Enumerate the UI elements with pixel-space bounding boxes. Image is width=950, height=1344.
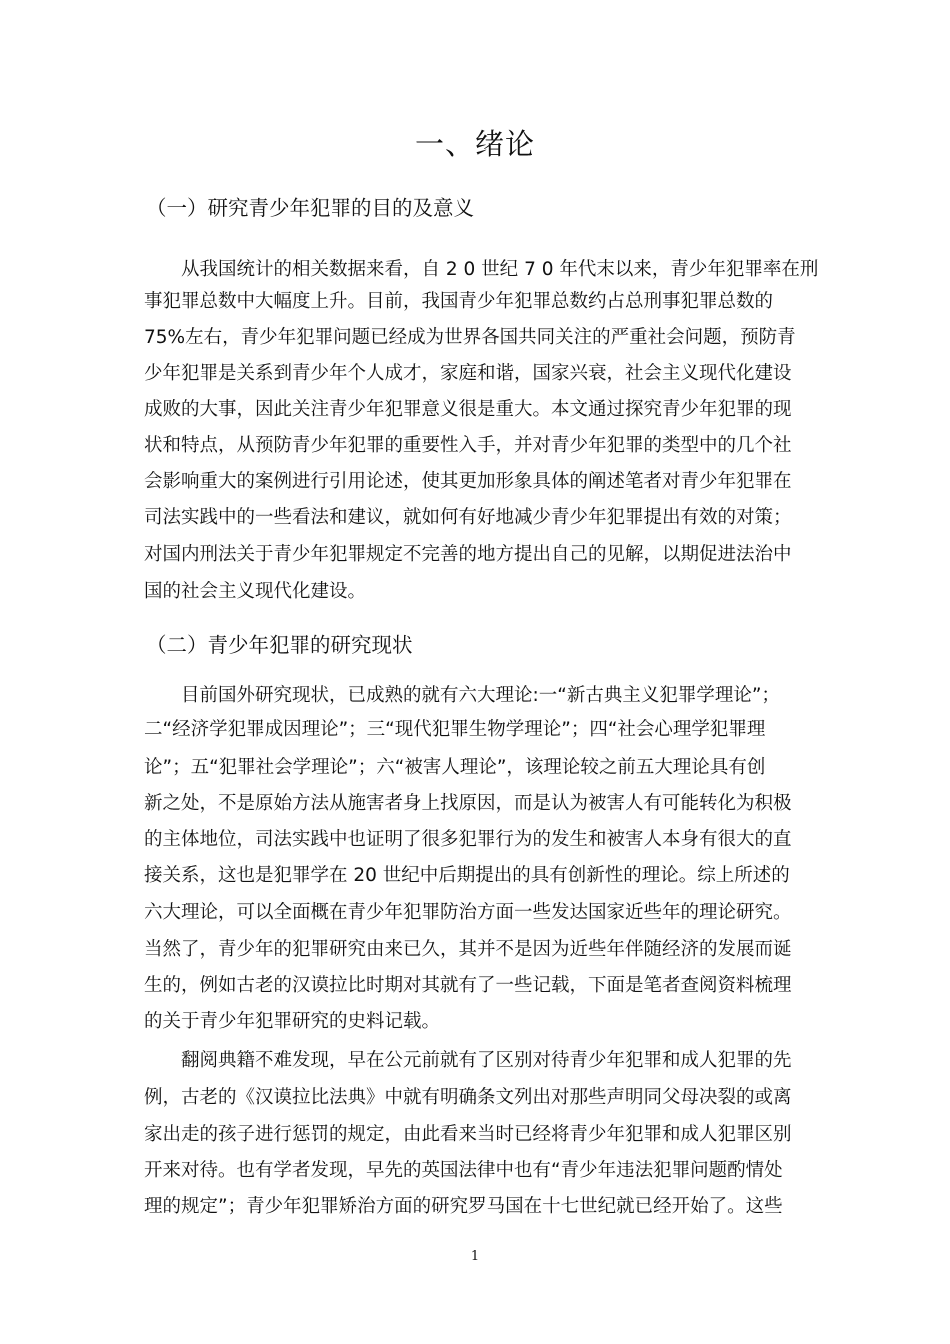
paragraph-line: 从我国统计的相关数据来看，自 2 0 世纪 7 0 年代末以来，青少年犯罪率在刑 (144, 259, 819, 280)
paragraph-line: 国的社会主义现代化建设。 (144, 581, 367, 602)
paragraph-line: 当然了，青少年的犯罪研究由来已久，其并不是因为近些年伴随经济的发展而诞 (144, 939, 792, 960)
paragraph-line: 二“经济学犯罪成因理论”；三“现代犯罪生物学理论”；四“社会心理学犯罪理 (144, 719, 766, 740)
paragraph-line: 家出走的孩子进行惩罚的规定，由此看来当时已经将青少年犯罪和成人犯罪区别 (144, 1124, 792, 1145)
page-number: 1 (470, 1249, 480, 1264)
paragraph-line: 状和特点，从预防青少年犯罪的重要性入手，并对青少年犯罪的类型中的几个社 (144, 435, 792, 456)
paragraph-line: 少年犯罪是关系到青少年个人成才，家庭和谐，国家兴衰，社会主义现代化建设 (144, 363, 792, 384)
paragraph-line: 生的，例如古老的汉谟拉比时期对其就有了一些记载，下面是笔者查阅资料梳理 (144, 975, 792, 996)
paragraph-line: 的主体地位，司法实践中也证明了很多犯罪行为的发生和被害人本身有很大的直 (144, 829, 792, 850)
paragraph-line: 接关系，这也是犯罪学在 20 世纪中后期提出的具有创新性的理论。综上所述的 (144, 865, 790, 886)
section-heading-1: （一）研究青少年犯罪的目的及意义 (146, 196, 474, 220)
paragraph-line: 对国内刑法关于青少年犯罪规定不完善的地方提出自己的见解，以期促进法治中 (144, 544, 792, 565)
paragraph-line: 理的规定”；青少年犯罪矫治方面的研究罗马国在十七世纪就已经开始了。这些 (144, 1196, 783, 1217)
section-heading-2: （二）青少年犯罪的研究现状 (146, 633, 413, 657)
paragraph-line: 的关于青少年犯罪研究的史料记载。 (144, 1011, 441, 1032)
paragraph-line: 成败的大事，因此关注青少年犯罪意义很是重大。本文通过探究青少年犯罪的现 (144, 399, 792, 420)
paragraph-line: 75%左右，青少年犯罪问题已经成为世界各国共同关注的严重社会问题，预防青 (144, 327, 796, 348)
paragraph-line: 会影响重大的案例进行引用论述，使其更加形象具体的阐述笔者对青少年犯罪在 (144, 471, 792, 492)
paragraph-line: 六大理论，可以全面概在青少年犯罪防治方面一些发达国家近些年的理论研究。 (144, 902, 792, 923)
paragraph-line: 论”；五“犯罪社会学理论”；六“被害人理论”，该理论较之前五大理论具有创 (144, 757, 766, 778)
paragraph-line: 例，古老的《汉谟拉比法典》中就有明确条文列出对那些声明同父母决裂的或离 (144, 1087, 792, 1108)
paragraph-line: 开来对待。也有学者发现，早先的英国法律中也有“青少年违法犯罪问题酌情处 (144, 1160, 783, 1181)
page-title: 一、绪论 (414, 127, 535, 161)
paragraph-line: 事犯罪总数中大幅度上升。目前，我国青少年犯罪总数约占总刑事犯罪总数的 (144, 291, 774, 312)
paragraph-line: 目前国外研究现状，已成熟的就有六大理论:一“新古典主义犯罪学理论”； (144, 685, 780, 706)
paragraph-line: 司法实践中的一些看法和建议，就如何有好地减少青少年犯罪提出有效的对策； (144, 507, 792, 528)
paragraph-line: 新之处，不是原始方法从施害者身上找原因，而是认为被害人有可能转化为积极 (144, 793, 792, 814)
paragraph-line: 翻阅典籍不难发现，早在公元前就有了区别对待青少年犯罪和成人犯罪的先 (144, 1050, 792, 1071)
